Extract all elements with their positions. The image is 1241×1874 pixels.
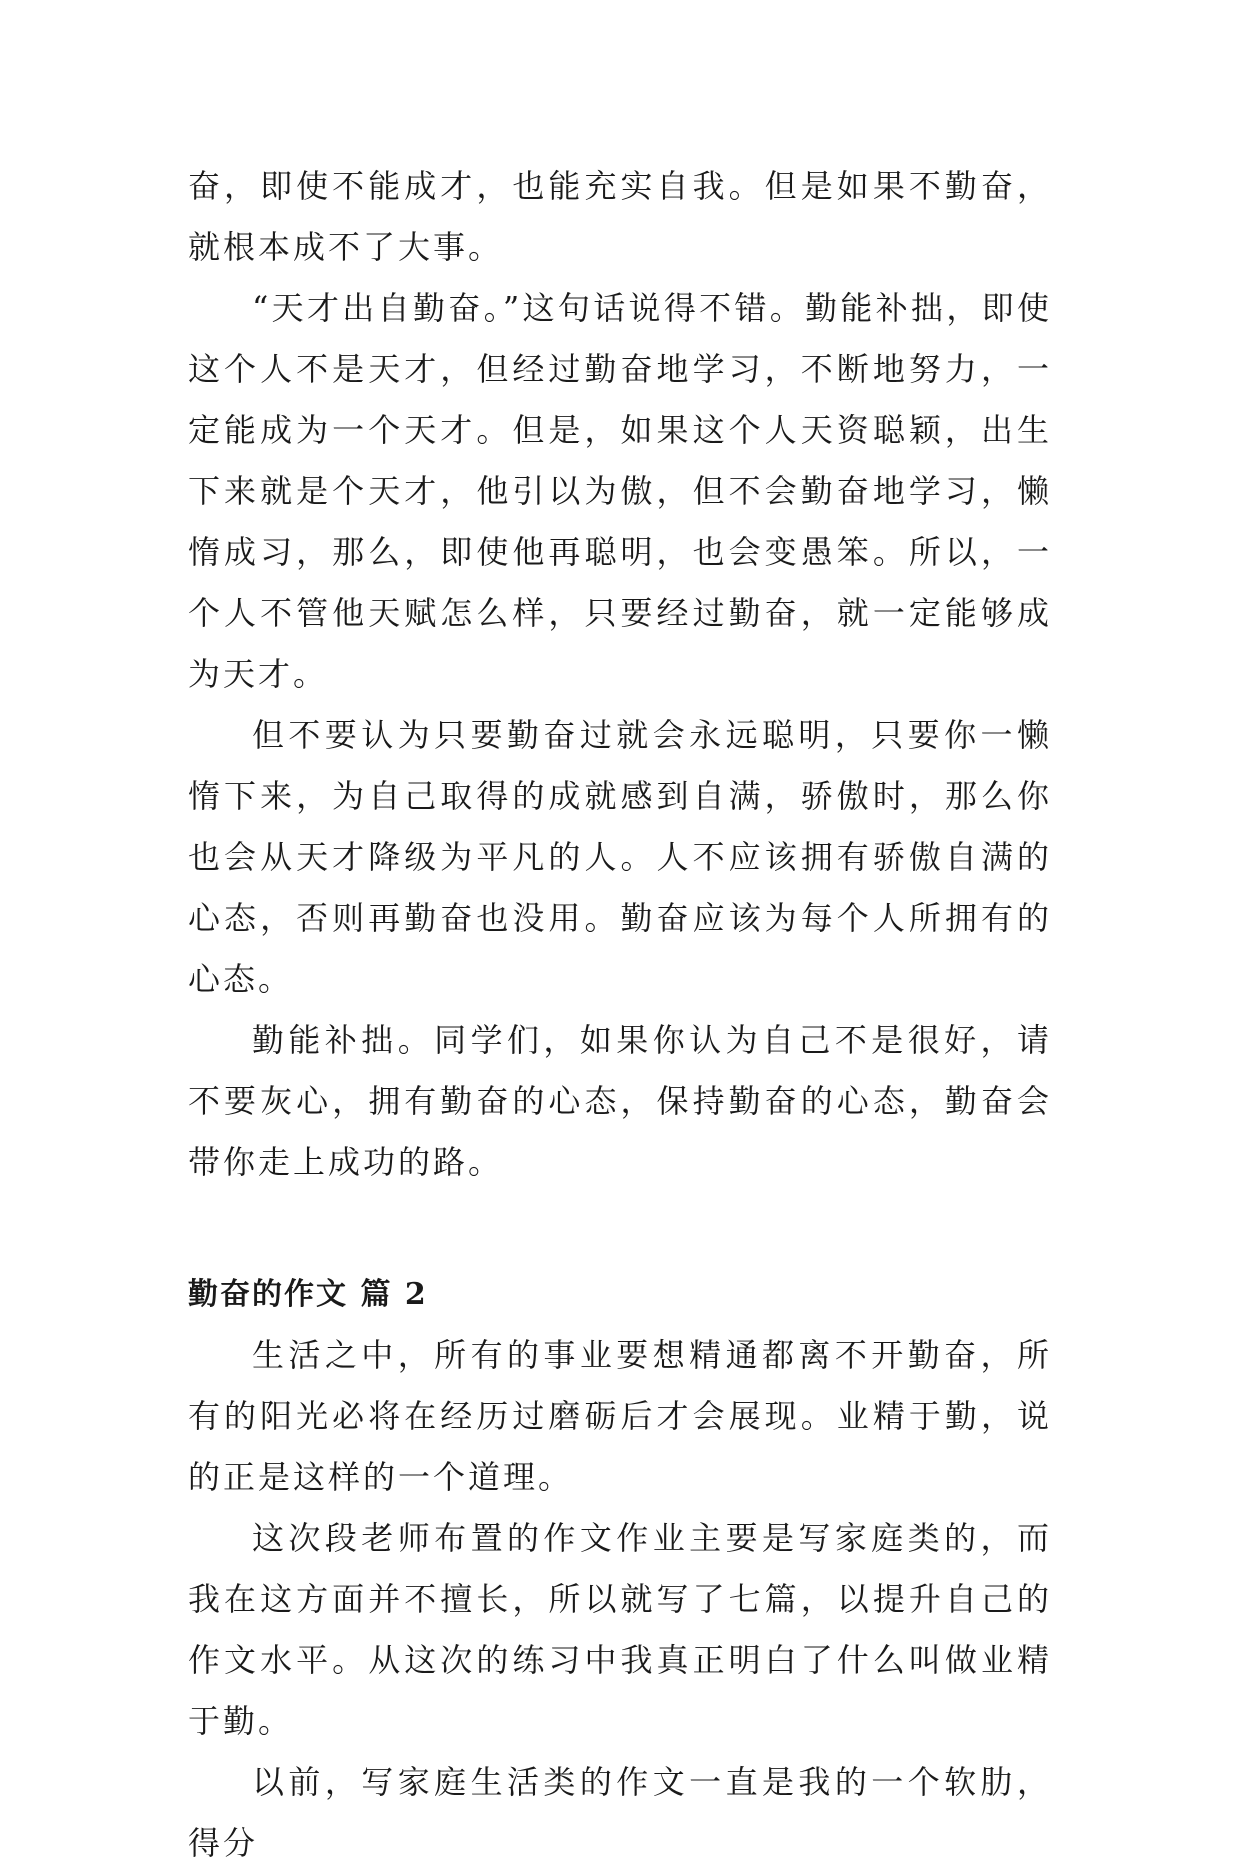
- section-spacer: [188, 1193, 1052, 1264]
- paragraph: “天才出自勤奋。”这句话说得不错。勤能补拙，即使这个人不是天才，但经过勤奋地学习，不断地努力，一定能成为一个天才。但是，如果这个人天资聪颖，出生下来就是个天才，他引以为傲，但不会勤奋地学习，懒惰成习，那么，即使他再聪明，也会变愚笨。所以，一个人不管他天赋怎么样，只要经过勤奋，就一定能够成为天才。: [188, 289, 1052, 693]
- paragraph: 奋，即使不能成才，也能充实自我。但是如果不勤奋，就根本成不了大事。: [188, 167, 1052, 266]
- paragraph: 勤能补拙。同学们，如果你认为自己不是很好，请不要灰心，拥有勤奋的心态，保持勤奋的心态，勤奋会带你走上成功的路。: [188, 1021, 1052, 1181]
- paragraph: 但不要认为只要勤奋过就会永远聪明，只要你一懒惰下来，为自己取得的成就感到自满，骄傲时，那么你也会从天才降级为平凡的人。人不应该拥有骄傲自满的心态，否则再勤奋也没用。勤奋应该为每个人所拥有的心态。: [188, 716, 1052, 998]
- paragraph: 以前，写家庭生活类的作文一直是我的一个软肋，得分: [188, 1763, 1052, 1862]
- document-body: [188, 156, 1052, 1874]
- section-heading: 勤奋的作文 篇 2: [188, 1277, 428, 1312]
- paragraph: 生活之中，所有的事业要想精通都离不开勤奋，所有的阳光必将在经历过磨砺后才会展现。业精于勤，说的正是这样的一个道理。: [188, 1336, 1052, 1496]
- paragraph: 这次段老师布置的作文作业主要是写家庭类的，而我在这方面并不擅长，所以就写了七篇，以提升自己的作文水平。从这次的练习中我真正明白了什么叫做业精于勤。: [188, 1519, 1052, 1740]
